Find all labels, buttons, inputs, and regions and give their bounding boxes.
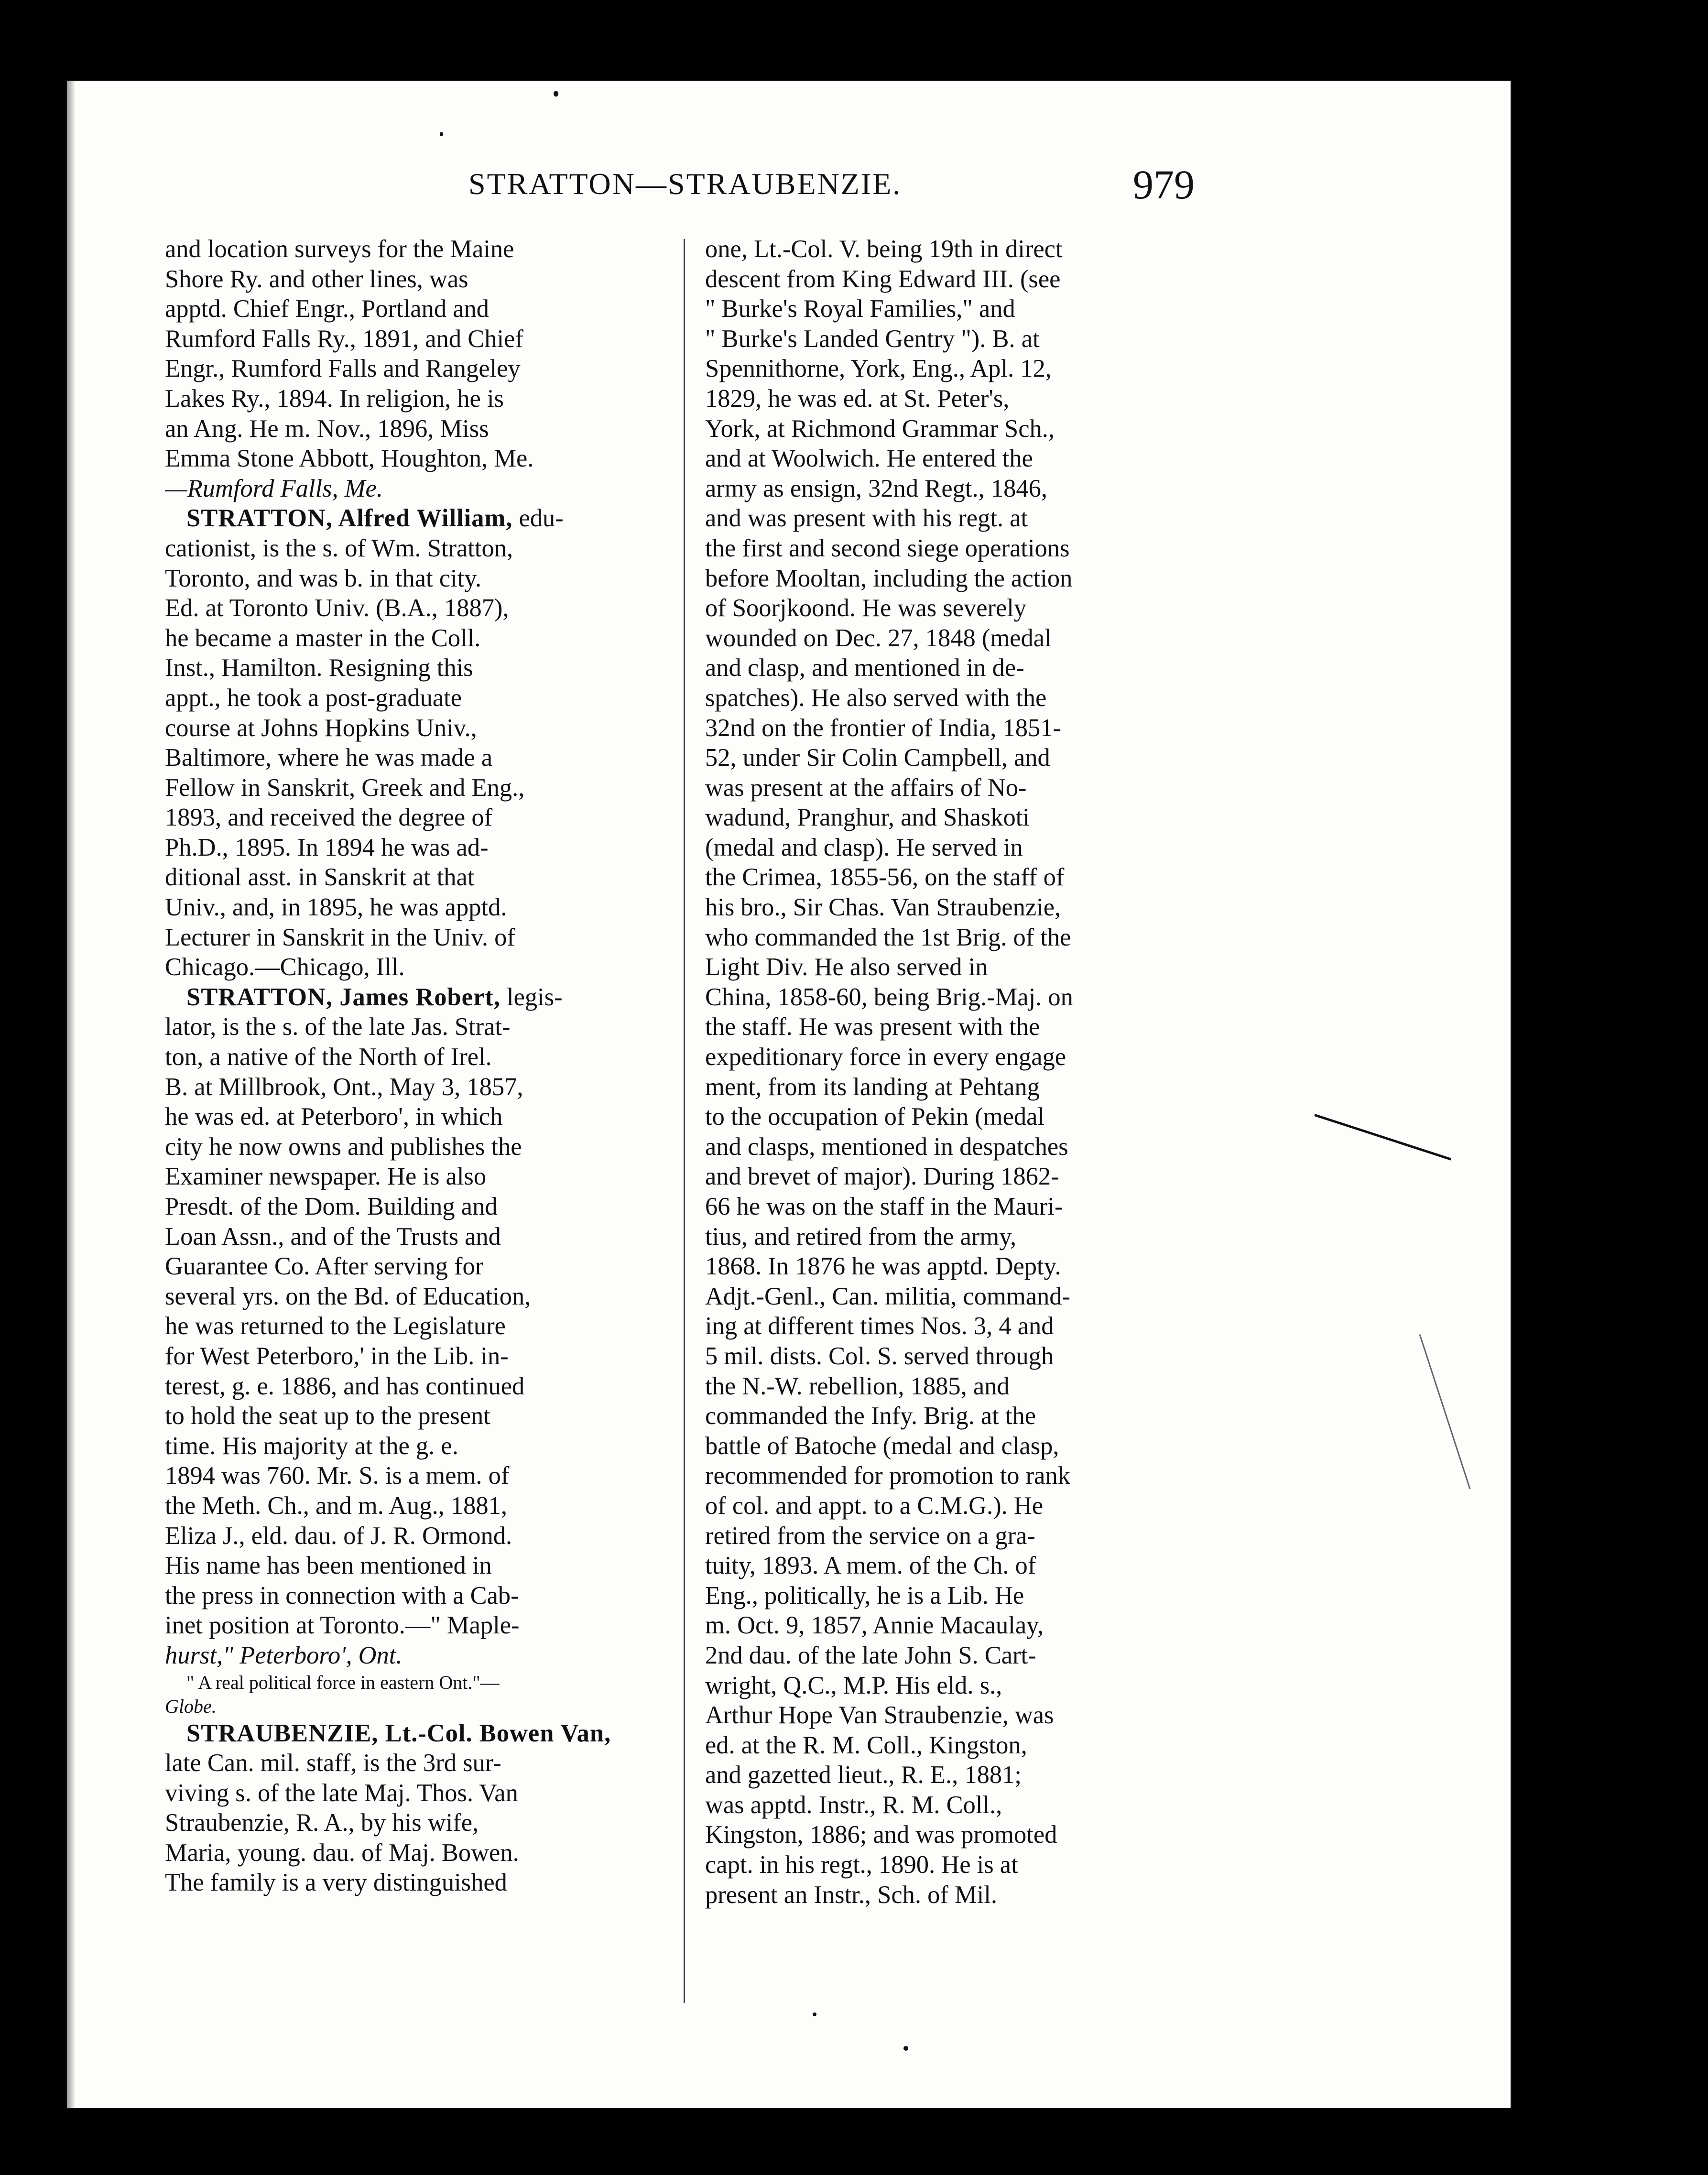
- entry-james-stratton: [165, 982, 681, 1671]
- text-line: Examiner newspaper. He is also: [165, 1163, 487, 1191]
- text-line: Spennithorne, York, Eng., Apl. 12,: [705, 355, 1052, 383]
- text-line: city he now owns and publishes the: [165, 1132, 522, 1161]
- text-line: of col. and appt. to a C.M.G.). He: [705, 1491, 1044, 1520]
- text-line: Toronto, and was b. in that city.: [165, 564, 482, 592]
- text-line: appt., he took a post-graduate: [165, 684, 462, 712]
- entry-name: STRATTON, Alfred William,: [186, 504, 513, 533]
- text-line: Loan Assn., and of the Trusts and: [165, 1222, 501, 1251]
- quote-line: " A real political force in eastern Ont."—: [186, 1671, 500, 1693]
- page-edge-shadow: [67, 81, 76, 2108]
- text-line: Emma Stone Abbott, Houghton, Me.: [165, 445, 534, 473]
- text-line: was present at the affairs of No-: [705, 773, 1027, 802]
- text-line: of Soorjkoond. He was severely: [705, 594, 1027, 622]
- entry-first-line: [165, 503, 681, 533]
- text-line: Shore Ry. and other lines, was: [165, 265, 468, 293]
- text-line: he was returned to the Legislature: [165, 1312, 506, 1340]
- text-line: ed. at the R. M. Coll., Kingston,: [705, 1731, 1027, 1759]
- text-line: course at Johns Hopkins Univ.,: [165, 714, 477, 742]
- text-line: and brevet of major). During 1862-: [705, 1163, 1059, 1191]
- text-line: Guarantee Co. After serving for: [165, 1252, 484, 1281]
- text-line: the Meth. Ch., and m. Aug., 1881,: [165, 1491, 508, 1520]
- residence-line: hurst," Peterboro', Ont.: [165, 1641, 403, 1669]
- text-line: ton, a native of the North of Irel.: [165, 1043, 492, 1071]
- text-line: 2nd dau. of the late John S. Cart-: [705, 1641, 1036, 1669]
- text-line: time. His majority at the g. e.: [165, 1432, 458, 1460]
- text-line: Engr., Rumford Falls and Rangeley: [165, 355, 521, 383]
- text-line: ing at different times Nos. 3, 4 and: [705, 1312, 1054, 1340]
- text-line: and location surveys for the Maine: [165, 235, 514, 263]
- text-line: 32nd on the frontier of India, 1851-: [705, 714, 1062, 742]
- text-line: China, 1858-60, being Brig.-Maj. on: [705, 983, 1073, 1011]
- text-line: wounded on Dec. 27, 1848 (medal: [705, 624, 1052, 652]
- text-line: the N.-W. rebellion, 1885, and: [705, 1372, 1010, 1400]
- text-line: his bro., Sir Chas. Van Straubenzie,: [705, 893, 1061, 922]
- text-line: he was ed. at Peterboro', in which: [165, 1103, 503, 1131]
- entry-first-line: [165, 982, 681, 1012]
- text-line: wright, Q.C., M.P. His eld. s.,: [705, 1671, 1002, 1699]
- text-line: " Burke's Royal Families," and: [705, 295, 1015, 323]
- text-line: Light Div. He also served in: [705, 953, 988, 981]
- text-line: the first and second siege operations: [705, 534, 1070, 562]
- text-line: and clasp, and mentioned in de-: [705, 654, 1024, 682]
- scan-speck: [813, 2012, 816, 2016]
- scan-speck: [903, 2046, 908, 2051]
- text-line: several yrs. on the Bd. of Education,: [165, 1282, 531, 1310]
- entry-alfred-stratton: [165, 503, 681, 982]
- text-line: m. Oct. 9, 1857, Annie Macaulay,: [705, 1611, 1044, 1640]
- text-line: the staff. He was present with the: [705, 1013, 1040, 1041]
- press-quote: [165, 1671, 681, 1718]
- text-line: Lecturer in Sanskrit in the Univ. of: [165, 923, 515, 951]
- text-line: 1894 was 760. Mr. S. is a mem. of: [165, 1462, 510, 1490]
- quote-source: Globe.: [165, 1695, 217, 1717]
- text-line: commanded the Infy. Brig. at the: [705, 1402, 1036, 1430]
- text-line: 52, under Sir Colin Campbell, and: [705, 744, 1050, 772]
- text-line: Straubenzie, R. A., by his wife,: [165, 1809, 479, 1837]
- residence-line: —Rumford Falls, Me.: [165, 474, 383, 502]
- text-line: expeditionary force in every engage: [705, 1043, 1066, 1071]
- text-line: Kingston, 1886; and was promoted: [705, 1821, 1057, 1849]
- text-line: 66 he was on the staff in the Mauri-: [705, 1193, 1063, 1220]
- text-line: viving s. of the late Maj. Thos. Van: [165, 1779, 518, 1807]
- text-line: lator, is the s. of the late Jas. Strat-: [165, 1013, 511, 1041]
- right-column: [705, 234, 1272, 1910]
- text-line: Eliza J., eld. dau. of J. R. Ormond.: [165, 1522, 512, 1550]
- page-number: 979: [1133, 162, 1195, 207]
- residence-line: Chicago.—Chicago, Ill.: [165, 953, 405, 981]
- book-page: [67, 81, 1511, 2108]
- text-line: Eng., politically, he is a Lib. He: [705, 1581, 1024, 1610]
- text-line: Adjt.-Genl., Can. militia, command-: [705, 1282, 1071, 1310]
- scan-speck: [554, 91, 558, 97]
- text-line: Lakes Ry., 1894. In religion, he is: [165, 384, 504, 413]
- text-line: he became a master in the Coll.: [165, 624, 481, 652]
- text-line: cationist, is the s. of Wm. Stratton,: [165, 534, 513, 562]
- text-line: Univ., and, in 1895, he was apptd.: [165, 893, 507, 922]
- text-line: inet position at Toronto.—" Maple-: [165, 1611, 520, 1640]
- text-line: present an Instr., Sch. of Mil.: [705, 1881, 997, 1909]
- entry-first-line-text: edu-: [512, 504, 564, 533]
- text-line: recommended for promotion to rank: [705, 1462, 1070, 1490]
- text-line: Ed. at Toronto Univ. (B.A., 1887),: [165, 594, 509, 622]
- text-line: to hold the seat up to the present: [165, 1402, 490, 1430]
- text-line: Ph.D., 1895. In 1894 he was ad-: [165, 833, 489, 861]
- continuation-paragraph: [165, 234, 681, 503]
- entry-name: STRAUBENZIE, Lt.-Col. Bowen Van,: [186, 1719, 611, 1747]
- scan-streak: [1419, 1334, 1471, 1489]
- text-line: Maria, young. dau. of Maj. Bowen.: [165, 1838, 519, 1867]
- text-line: York, at Richmond Grammar Sch.,: [705, 414, 1055, 443]
- text-line: and gazetted lieut., R. E., 1881;: [705, 1761, 1022, 1789]
- entry-name: STRATTON, James Robert,: [186, 983, 500, 1011]
- text-line: who commanded the 1st Brig. of the: [705, 923, 1071, 951]
- column-divider: [684, 239, 685, 2003]
- text-line: tuity, 1893. A mem. of the Ch. of: [705, 1552, 1036, 1580]
- text-line: battle of Batoche (medal and clasp,: [705, 1432, 1059, 1460]
- text-line: to the occupation of Pekin (medal: [705, 1103, 1045, 1131]
- text-line: (medal and clasp). He served in: [705, 833, 1023, 861]
- text-line: capt. in his regt., 1890. He is at: [705, 1851, 1018, 1879]
- text-line: The family is a very distinguished: [165, 1869, 507, 1897]
- text-line: spatches). He also served with the: [705, 684, 1047, 712]
- left-column: [165, 234, 681, 1898]
- scan-speck: [440, 132, 443, 136]
- text-line: 5 mil. dists. Col. S. served through: [705, 1342, 1054, 1370]
- text-line: the Crimea, 1855-56, on the staff of: [705, 863, 1065, 892]
- text-line: Inst., Hamilton. Resigning this: [165, 654, 473, 682]
- text-line: apptd. Chief Engr., Portland and: [165, 295, 490, 323]
- text-line: and was present with his regt. at: [705, 504, 1028, 533]
- text-line: Arthur Hope Van Straubenzie, was: [705, 1701, 1054, 1729]
- page-header: [67, 162, 1511, 224]
- text-line: 1829, he was ed. at St. Peter's,: [705, 384, 1010, 413]
- text-line: B. at Millbrook, Ont., May 3, 1857,: [165, 1073, 523, 1101]
- text-line: was apptd. Instr., R. M. Coll.,: [705, 1791, 1002, 1819]
- running-head: STRATTON—STRAUBENZIE.: [468, 167, 902, 201]
- text-line: late Can. mil. staff, is the 3rd sur-: [165, 1749, 501, 1777]
- text-line: " Burke's Landed Gentry "). B. at: [705, 325, 1040, 353]
- entry-bowen-van-straubenzie: [165, 1718, 681, 1898]
- text-line: before Mooltan, including the action: [705, 564, 1073, 592]
- text-line: Baltimore, where he was made a: [165, 744, 493, 772]
- text-line: 1868. In 1876 he was apptd. Depty.: [705, 1252, 1061, 1281]
- text-line: wadund, Pranghur, and Shaskoti: [705, 804, 1030, 832]
- text-line: retired from the service on a gra-: [705, 1522, 1035, 1550]
- text-line: and at Woolwich. He entered the: [705, 445, 1033, 473]
- entry-first-line-text: legis-: [500, 983, 563, 1011]
- text-line: 1893, and received the degree of: [165, 804, 493, 832]
- text-line: army as ensign, 32nd Regt., 1846,: [705, 474, 1047, 502]
- text-line: ment, from its landing at Pehtang: [705, 1073, 1040, 1101]
- text-line: an Ang. He m. Nov., 1896, Miss: [165, 414, 489, 443]
- text-line: the press in connection with a Cab-: [165, 1581, 519, 1610]
- text-line: and clasps, mentioned in despatches: [705, 1132, 1068, 1161]
- text-line: Rumford Falls Ry., 1891, and Chief: [165, 325, 523, 353]
- text-line: His name has been mentioned in: [165, 1552, 492, 1580]
- text-line: terest, g. e. 1886, and has continued: [165, 1372, 525, 1400]
- entry-first-line: [165, 1718, 681, 1749]
- text-line: descent from King Edward III. (see: [705, 265, 1061, 293]
- text-line: for West Peterboro,' in the Lib. in-: [165, 1342, 509, 1370]
- text-line: one, Lt.-Col. V. being 19th in direct: [705, 235, 1063, 263]
- text-line: ditional asst. in Sanskrit at that: [165, 863, 475, 892]
- text-line: tius, and retired from the army,: [705, 1222, 1017, 1251]
- text-line: Fellow in Sanskrit, Greek and Eng.,: [165, 773, 525, 802]
- continuation-paragraph: [705, 234, 1272, 1910]
- text-line: Presdt. of the Dom. Building and: [165, 1193, 498, 1220]
- scan-streak: [1314, 1114, 1451, 1160]
